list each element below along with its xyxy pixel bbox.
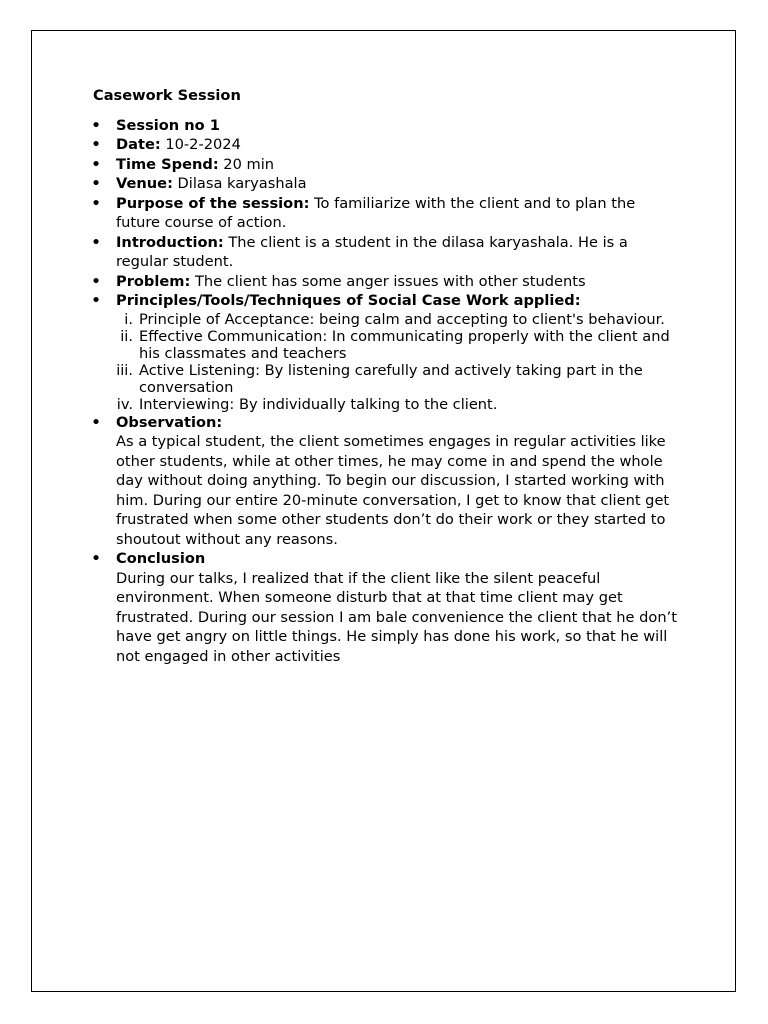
bullet-icon [90,116,102,136]
document-content [93,86,683,666]
item-label: Venue: [116,175,173,192]
principle-text: Active Listening: By listening carefully and actively taking part in the conversation [139,361,643,396]
roman-numeral: iv. [116,395,133,413]
item-text: The client is a student in the dilasa karyashala. He is a regular student. [116,233,628,270]
bullet-icon [90,291,102,311]
item-label: Introduction: [116,233,224,251]
observation-label: Observation: [116,413,223,431]
list-item-conclusion [93,549,683,666]
roman-numeral: ii. [120,327,133,345]
principle-text: Effective Communication: In communicating properly with the client and his classmates and teachers [139,327,670,362]
bullet-icon [90,194,102,214]
principle-text: Interviewing: By individually talking to the client. [139,395,498,413]
item-text: Dilasa karyashala [172,175,307,192]
list-item-introduction [93,233,683,272]
item-text: The client has some anger issues with other students [190,272,586,290]
list-item-principles [93,291,683,413]
list-item-date [93,135,683,155]
session-details-list [93,116,683,667]
item-label: Session no 1 [116,116,220,134]
principle-item [93,311,683,328]
list-item-observation [93,413,683,550]
item-text: 10-2-2024 [160,136,241,153]
roman-numeral: i. [124,310,133,328]
list-item-time-spend [93,155,683,175]
list-item-purpose [93,194,683,233]
conclusion-label: Conclusion [116,550,206,567]
principle-item [93,362,683,396]
principle-item [93,328,683,362]
list-item-problem [93,272,683,292]
document-title: Casework Session [93,87,241,104]
bullet-icon [90,549,102,569]
conclusion-text: During our talks, I realized that if the client like the silent peaceful environment. When someone disturb that at that time client may get frustrated. During our session I am bale convenience the client that he don’t have get angry on little things. He simply has done his work, so that he will not engaged in other activities [116,569,677,665]
observation-text: As a typical student, the client sometimes engages in regular activities like other students, while at other times, he may come in and spend the whole day without doing anything. To begin our discussion, I started working with him. During our entire 20-minute conversation, I get to know that client get frustrated when some other students don’t do their work or they started to shoutout without any reasons. [116,433,670,548]
bullet-icon [90,174,102,194]
item-label: Time Spend: [116,155,219,173]
bullet-icon [90,135,102,155]
roman-numeral: iii. [116,361,133,379]
item-label: Principles/Tools/Techniques of Social Case Work applied: [116,292,581,309]
principle-text: Principle of Acceptance: being calm and accepting to client's behaviour. [139,310,665,328]
principle-item [93,396,683,413]
bullet-icon [90,233,102,253]
list-item-session-no [93,116,683,136]
list-item-venue [93,174,683,194]
item-text: To familiarize with the client and to plan the future course of action. [116,194,636,231]
bullet-icon [90,272,102,292]
item-text: 20 min [218,155,275,173]
bullet-icon [90,155,102,175]
principles-list [93,311,683,413]
item-label: Date: [116,136,161,153]
item-label: Purpose of the session: [116,194,310,212]
item-label: Problem: [116,272,191,290]
bullet-icon [90,413,102,433]
